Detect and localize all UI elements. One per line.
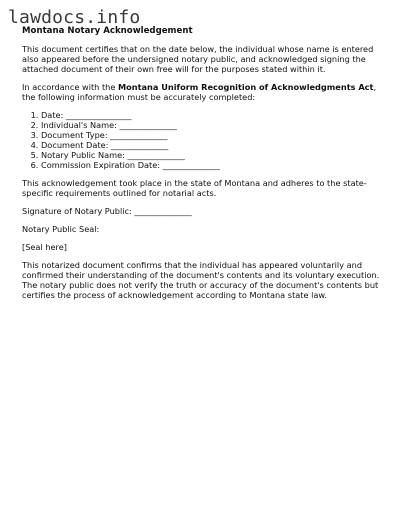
- seal-placeholder: [Seal here]: [22, 242, 67, 252]
- field-notary-public-name: 5. Notary Public Name: ______________: [41, 150, 386, 160]
- watermark-logo: lawdocs.info: [8, 7, 141, 28]
- closing-paragraph: This notarized document confirms that the individual has appeared voluntarily and confirmed their understanding of the document's contents and its voluntary execution. The notary public does not verify the truth or accuracy of the document's contents but certifies the process of acknowledgement according to Montana state law.: [22, 260, 380, 300]
- accordance-text-after: , the following information must be accurately completed:: [22, 82, 377, 102]
- field-document-date: 4. Document Date: ______________: [41, 140, 386, 150]
- act-name: Montana Uniform Recognition of Acknowledgments Act: [118, 82, 374, 92]
- place-statement: This acknowledgement took place in the state of Montana and adheres to the state-specific requirements outlined for notarial acts.: [22, 178, 367, 198]
- field-individual-name: 2. Individual's Name: ______________: [41, 120, 386, 130]
- accordance-text-before: In accordance with the: [22, 82, 119, 92]
- field-commission-expiration-date: 6. Commission Expiration Date: ______________: [41, 160, 386, 170]
- intro-paragraph: This document certifies that on the date below, the individual whose name is entered also appeared before the undersigned notary public, and acknowledged signing the attached document of their own free will for the purposes stated within it.: [22, 44, 374, 74]
- field-document-type: 3. Document Type: ______________: [41, 130, 386, 140]
- field-date: 1. Date: ________________: [41, 110, 386, 120]
- document-body: [22, 26, 386, 308]
- signature-line: Signature of Notary Public: ______________: [22, 206, 192, 216]
- document-title: Montana Notary Acknowledgement: [22, 26, 193, 36]
- seal-label: Notary Public Seal:: [22, 224, 100, 234]
- accordance-paragraph: [22, 82, 386, 102]
- required-fields-list: [22, 110, 386, 170]
